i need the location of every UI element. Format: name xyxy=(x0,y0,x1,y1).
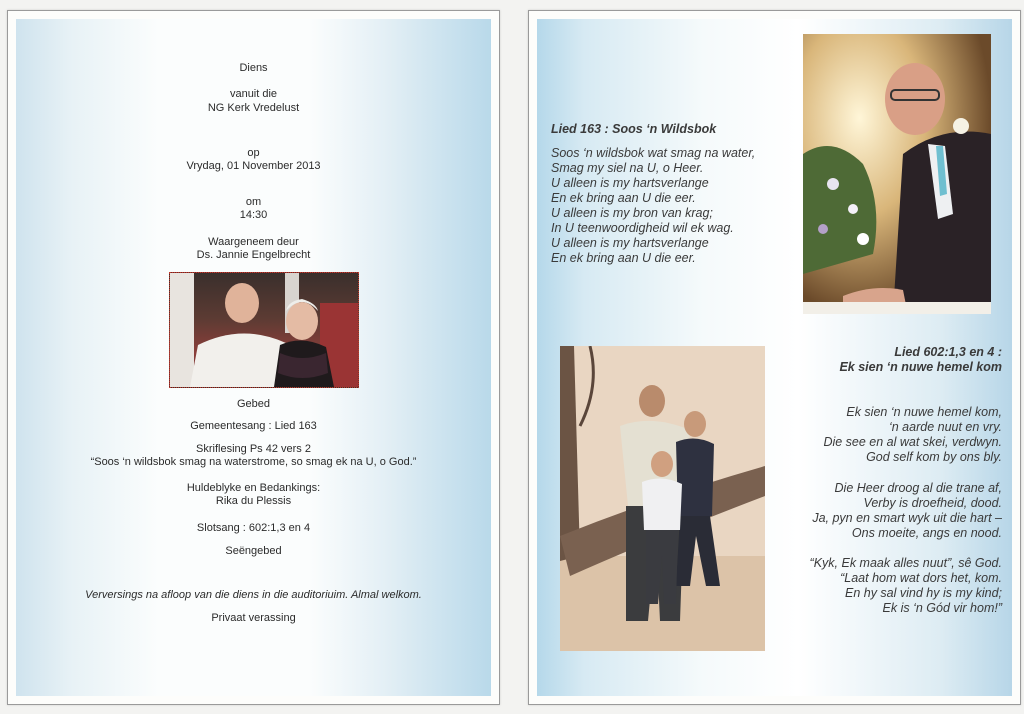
huldeblyke-text: Huldeblyke en Bedankings: xyxy=(186,482,321,494)
seengebed-text: Seëngebed xyxy=(225,545,282,557)
hymn-line: Ek is ‘n Gód vir hom!” xyxy=(882,601,1002,615)
hymn-line: Soos ‘n wildsbok wat smag na water, xyxy=(551,146,756,160)
hymn-line: En ek bring aan U die eer. xyxy=(551,191,696,205)
gemeentesang-text: Gemeentesang : Lied 163 xyxy=(190,420,317,432)
family-photo xyxy=(560,346,765,651)
refreshments-text: Verversings na afloop van die diens in die auditoriuim. Almal welkom. xyxy=(85,589,422,601)
hymn-line: “Laat hom wat dors het, kom. xyxy=(840,571,1002,585)
minister-name: Ds. Jannie Engelbrecht xyxy=(196,249,311,261)
op-text: op xyxy=(247,147,260,159)
vanuit-text: vanuit die xyxy=(229,88,278,100)
service-date: Vrydag, 01 November 2013 xyxy=(186,160,321,172)
scripture-quote: “Soos ‘n wildsbok smag na waterstrome, so smag ek na U, o God.” xyxy=(90,456,417,468)
hymn-line: Ek sien ‘n nuwe hemel kom, xyxy=(846,405,1002,419)
man-signing-photo xyxy=(803,34,991,314)
hymn-line: Die Heer droog al die trane af, xyxy=(834,481,1002,495)
hymn-line: Ja, pyn en smart wyk uit die hart – xyxy=(812,511,1002,525)
hymn-line: En ek bring aan U die eer. xyxy=(551,251,696,265)
service-time: 14:30 xyxy=(239,209,268,221)
hymn-line: U alleen is my hartsverlange xyxy=(551,176,709,190)
speaker-name: Rika du Plessis xyxy=(215,495,292,507)
hymn-line: ‘n aarde nuut en vry. xyxy=(888,420,1002,434)
hymn-line: Smag my siel na U, o Heer. xyxy=(551,161,704,175)
service-heading: Diens xyxy=(239,62,268,74)
hymn-line: U alleen is my bron van krag; xyxy=(551,206,713,220)
hymn-602-verse-1 xyxy=(823,405,1002,465)
hymn-line: God self kom by ons bly. xyxy=(866,450,1002,464)
hymn-line: Ons moeite, angs en nood. xyxy=(851,526,1002,540)
couple-photo xyxy=(169,272,359,388)
hymn-line: Verby is droefheid, dood. xyxy=(863,496,1002,510)
hymn-line: Die see en al wat skei, verdwyn. xyxy=(823,435,1002,449)
cremation-text: Privaat verassing xyxy=(211,612,296,624)
gebed-text: Gebed xyxy=(236,398,271,410)
hymn-602-verse-3 xyxy=(810,556,1002,616)
slotsang-text: Slotsang : 602:1,3 en 4 xyxy=(196,522,311,534)
couple-photo-image xyxy=(170,273,358,387)
hymn-602-verse-2 xyxy=(812,481,1002,541)
hymn-line: “Kyk, Ek maak alles nuut”, sê God. xyxy=(809,556,1002,570)
family-photo-image xyxy=(560,346,765,651)
hymn-602-title: Lied 602:1,3 en 4 : xyxy=(894,345,1002,359)
hymn-163 xyxy=(551,122,755,266)
right-page xyxy=(528,10,1021,705)
skriflesing-text: Skriflesing Ps 42 vers 2 xyxy=(196,443,311,455)
hymn-163-title: Lied 163 : Soos ‘n Wildsbok xyxy=(551,122,717,136)
hymn-602-subtitle: Ek sien ‘n nuwe hemel kom xyxy=(839,360,1002,374)
hymn-602 xyxy=(839,345,1002,375)
hymn-line: En hy sal vind hy is my kind; xyxy=(844,586,1002,600)
hymn-line: In U teenwoordigheid wil ek wag. xyxy=(551,221,734,235)
church-name: NG Kerk Vredelust xyxy=(207,102,300,114)
man-signing-photo-image xyxy=(803,34,991,314)
om-text: om xyxy=(245,196,262,208)
left-page xyxy=(7,10,500,705)
hymn-line: U alleen is my hartsverlange xyxy=(551,236,709,250)
waargeneem-text: Waargeneem deur xyxy=(208,236,299,248)
